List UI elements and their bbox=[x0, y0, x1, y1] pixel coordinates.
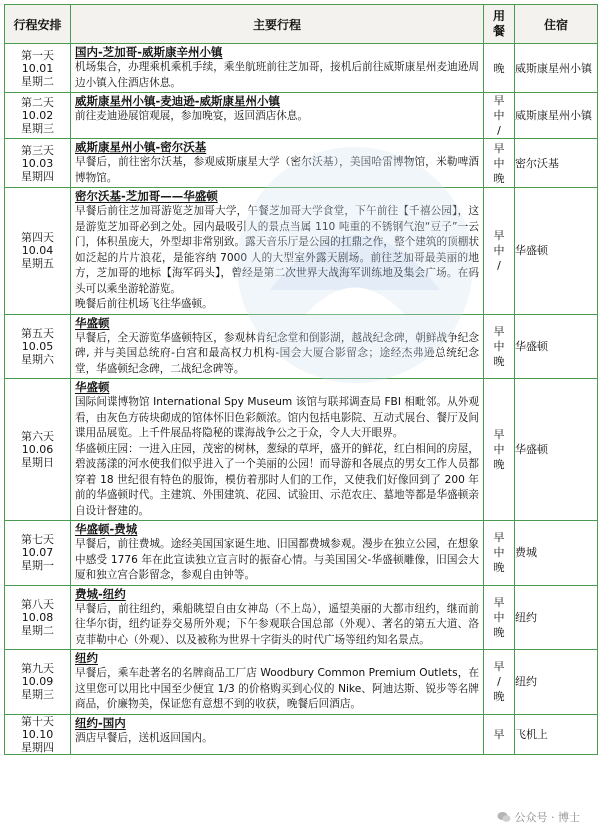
meal-item: 晚 bbox=[493, 354, 505, 368]
meal-item: 晚 bbox=[493, 625, 505, 639]
lodging-cell: 飞机上 bbox=[515, 714, 598, 754]
day-weekday: 星期四 bbox=[21, 740, 54, 754]
header-itinerary: 主要行程 bbox=[71, 5, 484, 44]
route-description bbox=[71, 537, 483, 585]
header-lodging: 住宿 bbox=[515, 5, 598, 44]
meal-item: / bbox=[497, 675, 501, 689]
table-row bbox=[5, 650, 598, 715]
day-cell bbox=[5, 379, 71, 521]
meal-item: 中 bbox=[493, 109, 505, 122]
header-day: 行程安排 bbox=[5, 5, 71, 44]
itinerary-rows bbox=[5, 44, 598, 755]
day-label: 第八天 bbox=[21, 597, 54, 611]
table-row bbox=[5, 379, 598, 521]
day-cell bbox=[5, 585, 71, 650]
table-row bbox=[5, 188, 598, 315]
meal-item: 早 bbox=[493, 531, 505, 545]
meal-item: 早 bbox=[493, 660, 505, 674]
lodging-cell: 威斯康星州小镇 bbox=[515, 44, 598, 93]
meal-item: 中 bbox=[493, 156, 505, 170]
table-row bbox=[5, 93, 598, 139]
description-paragraph: 酒店早餐后，送机返回国内。 bbox=[75, 731, 213, 744]
route-description bbox=[71, 731, 483, 748]
day-cell bbox=[5, 714, 71, 754]
description-paragraph: 早餐后，前往密尔沃基，参观威斯康星大学（密尔沃基），美国哈雷博物馆，米勒啤酒博物馆。 bbox=[75, 156, 479, 184]
description-paragraph: 早餐后，全天游览华盛顿特区，参观林肯纪念堂和倒影湖，越战纪念碑，朝鲜战争纪念碑, 并与美国总统府-白宫和最高权力机构-国会大厦合影留念；途经杰弗逊总统纪念堂，华盛顿纪念碑，二战纪念碑等。 bbox=[75, 331, 479, 375]
table-row bbox=[5, 44, 598, 93]
itinerary-cell bbox=[71, 93, 484, 139]
route-title: 密尔沃基-芝加哥——华盛顿 bbox=[75, 189, 218, 203]
meals-cell bbox=[484, 379, 515, 521]
description-paragraph: 机场集合，办理乘机乘机手续，乘坐航班前往芝加哥，接机后前往威斯康星州麦迪逊周边小镇入住酒店休息。 bbox=[75, 61, 479, 89]
table-row bbox=[5, 139, 598, 188]
meal-item: 早 bbox=[493, 94, 505, 107]
itinerary-cell bbox=[71, 44, 484, 93]
meal-item: 早 bbox=[493, 141, 505, 155]
day-cell bbox=[5, 650, 71, 715]
lodging-cell: 费城 bbox=[515, 521, 598, 586]
meals-cell bbox=[484, 139, 515, 188]
day-cell bbox=[5, 93, 71, 139]
day-weekday: 星期三 bbox=[21, 688, 54, 702]
itinerary-cell bbox=[71, 714, 484, 754]
route-title: 纽约-国内 bbox=[75, 715, 126, 730]
itinerary-wrapper bbox=[4, 4, 597, 755]
description-paragraph: 早餐后，前往纽约，乘船眺望自由女神岛（不上岛），遥望美丽的大都市纽约，继而前往华尔街，纽约证券交易所外观；下午参观联合国总部（外观）、著名的第五大道、洛克菲勒中心（外观）、以及被称为世界十字街头的时代广场等纽约知名景点。 bbox=[75, 602, 479, 646]
day-date: 10.08 bbox=[21, 610, 54, 624]
meals-cell bbox=[484, 714, 515, 754]
table-row bbox=[5, 314, 598, 379]
meal-item: / bbox=[497, 124, 501, 137]
meals-cell bbox=[484, 93, 515, 139]
day-label: 第三天 bbox=[21, 143, 54, 157]
day-label: 第十天 bbox=[21, 714, 54, 728]
itinerary-cell bbox=[71, 585, 484, 650]
meal-item: 早 bbox=[493, 324, 505, 338]
meal-item: 中 bbox=[493, 339, 505, 353]
meal-item: 中 bbox=[493, 546, 505, 560]
day-label: 第二天 bbox=[21, 96, 54, 109]
meal-item: 早 bbox=[493, 229, 505, 243]
description-paragraph: 前往麦迪逊展馆观展，参加晚宴，返回酒店休息。 bbox=[75, 110, 309, 122]
meal-item: 中 bbox=[493, 610, 505, 624]
header-meals: 用 餐 bbox=[484, 5, 515, 44]
route-description bbox=[71, 204, 483, 314]
lodging-cell: 纽约 bbox=[515, 585, 598, 650]
route-title: 纽约 bbox=[75, 651, 98, 665]
day-weekday: 星期四 bbox=[21, 169, 54, 183]
meals-cell bbox=[484, 44, 515, 93]
day-label: 第四天 bbox=[21, 231, 54, 245]
day-date: 10.06 bbox=[21, 443, 54, 456]
itinerary-cell bbox=[71, 650, 484, 715]
meal-item: 晚 bbox=[493, 561, 505, 575]
day-cell bbox=[5, 139, 71, 188]
table-row bbox=[5, 521, 598, 586]
description-paragraph: 早餐后，前往费城。途经美国国家诞生地、旧国都费城参观。漫步在独立公园，在想象中感受 1776 年在此宣读独立宣言时的振奋心情。与美国国父-华盛顿雕像，旧国会大厦和独立宫合影留念，参观自由钟等。 bbox=[75, 538, 479, 581]
day-date: 10.02 bbox=[21, 109, 54, 122]
route-description bbox=[71, 155, 483, 187]
description-paragraph: 晚餐后前往机场飞往华盛顿。 bbox=[75, 298, 213, 310]
description-paragraph: 华盛顿庄园：一进入庄园，茂密的树林，葱绿的草坪，盛开的鲜花，红白相间的房屋，碧波荡漾的河水使我们似乎进入了一个美丽的公园！而导游和各展点的男女工作人员都穿着 18 世纪很有特色的服饰，模仿着那时人们的工作，又使我们好像回到了 200 年前的华盛顿时代。主建筑、外围建筑、花园、试验田、示范农庄、墓地等都是华盛顿亲自设计督建的。 bbox=[75, 442, 479, 517]
itinerary-cell bbox=[71, 379, 484, 521]
day-date: 10.03 bbox=[21, 156, 54, 170]
route-description bbox=[71, 395, 483, 520]
meals-cell bbox=[484, 585, 515, 650]
meal-item: 中 bbox=[493, 244, 505, 258]
meal-item: 晚 bbox=[493, 458, 505, 471]
day-cell bbox=[5, 188, 71, 315]
lodging-cell: 华盛顿 bbox=[515, 188, 598, 315]
lodging-cell: 华盛顿 bbox=[515, 314, 598, 379]
route-description bbox=[71, 602, 483, 650]
day-label: 第五天 bbox=[21, 326, 54, 340]
route-title: 国内-芝加哥-威斯康辛州小镇 bbox=[75, 45, 223, 59]
meal-item: 晚 bbox=[493, 171, 505, 185]
description-paragraph: 早餐后，乘车赴著名的名牌商品工厂店 Woodbury Common Premium Outlets，在这里您可以用比中国至少便宜 1/3 的价格购买到心仪的 Nike、阿迪达斯、锐步等名牌商品，价廉物美，保证您有意想不到的收获，晚餐后回酒店。 bbox=[75, 667, 479, 710]
meal-item: 中 bbox=[493, 443, 505, 456]
meal-item: 早 bbox=[493, 727, 505, 741]
day-cell bbox=[5, 521, 71, 586]
itinerary-cell bbox=[71, 521, 484, 586]
day-date: 10.04 bbox=[21, 244, 54, 258]
itinerary-cell bbox=[71, 188, 484, 315]
route-title: 华盛顿 bbox=[75, 315, 110, 330]
meal-item: / bbox=[497, 259, 501, 273]
route-description bbox=[71, 109, 483, 126]
itinerary-table bbox=[4, 4, 598, 755]
route-title: 费城-纽约 bbox=[75, 586, 126, 601]
day-date: 10.09 bbox=[21, 675, 54, 689]
meal-item: 早 bbox=[493, 595, 505, 609]
day-weekday: 星期二 bbox=[21, 623, 54, 637]
day-cell bbox=[5, 44, 71, 93]
description-paragraph: 早餐后前往芝加哥游览芝加哥大学，午餐芝加哥大学食堂，下午前往【千禧公园】，这是游览芝加哥必到之处。园内最吸引人的景点当属 110 吨重的不锈钢气泡“豆子”一云门，体积虽庞大，外型却非常别致。露天音乐厅是公园的扛鼎之作，整个建筑的顶棚状如泛起的片片浪花，是能容纳 7000 人的大型室外露天剧场。前往芝加哥最美丽的地方，芝加哥的地标【海军码头】，曾经是第二次世界大战海军训练地及集会广场。在码头可以乘坐游轮游览。 bbox=[75, 205, 479, 295]
wechat-icon bbox=[497, 811, 511, 823]
meal-item: 早 bbox=[493, 428, 505, 441]
route-description bbox=[71, 666, 483, 714]
day-label: 第七天 bbox=[21, 533, 54, 547]
day-weekday: 星期五 bbox=[21, 257, 54, 271]
day-date: 10.07 bbox=[21, 546, 54, 560]
day-cell bbox=[5, 314, 71, 379]
route-description bbox=[71, 60, 483, 92]
route-title: 威斯康星州小镇-密尔沃基 bbox=[75, 140, 207, 154]
wechat-source-mark bbox=[494, 808, 584, 826]
route-description bbox=[71, 331, 483, 379]
meals-cell bbox=[484, 188, 515, 315]
day-label: 第九天 bbox=[21, 662, 54, 676]
day-label: 第一天 bbox=[21, 48, 54, 62]
day-label: 第六天 bbox=[21, 430, 54, 443]
meal-item: 晚 bbox=[493, 690, 505, 704]
itinerary-cell bbox=[71, 139, 484, 188]
description-paragraph: 国际间谍博物馆 International Spy Museum 该馆与联邦调查局 FBI 相毗邻。从外观看，由灰色方砖块砌成的馆体怀旧色彩颇浓。馆内包括电影院、互动式展台、餐厅及间谍用品展览。上千件展品将隐秘的谍海战争公之于众，令人大开眼界。 bbox=[75, 396, 479, 439]
day-weekday: 星期三 bbox=[21, 122, 54, 135]
day-date: 10.10 bbox=[21, 727, 54, 741]
meals-cell bbox=[484, 521, 515, 586]
route-title: 华盛顿-费城 bbox=[75, 522, 138, 536]
route-title: 华盛顿 bbox=[75, 380, 110, 394]
meals-cell bbox=[484, 314, 515, 379]
day-date: 10.05 bbox=[21, 339, 54, 353]
lodging-cell: 密尔沃基 bbox=[515, 139, 598, 188]
day-weekday: 星期二 bbox=[21, 74, 54, 88]
table-row bbox=[5, 714, 598, 754]
meals-cell bbox=[484, 650, 515, 715]
day-weekday: 星期日 bbox=[21, 456, 54, 469]
meal-item: 晚 bbox=[493, 61, 505, 75]
header-row bbox=[5, 5, 598, 44]
day-weekday: 星期六 bbox=[21, 352, 54, 366]
route-title: 威斯康星州小镇-麦迪逊-威斯康星州小镇 bbox=[75, 94, 281, 108]
lodging-cell: 纽约 bbox=[515, 650, 598, 715]
lodging-cell: 华盛顿 bbox=[515, 379, 598, 521]
day-date: 10.01 bbox=[21, 61, 54, 75]
table-row bbox=[5, 585, 598, 650]
day-weekday: 星期一 bbox=[21, 559, 54, 573]
lodging-cell: 威斯康星州小镇 bbox=[515, 93, 598, 139]
source-label: 公众号 · 博士 bbox=[514, 811, 580, 824]
itinerary-cell bbox=[71, 314, 484, 379]
